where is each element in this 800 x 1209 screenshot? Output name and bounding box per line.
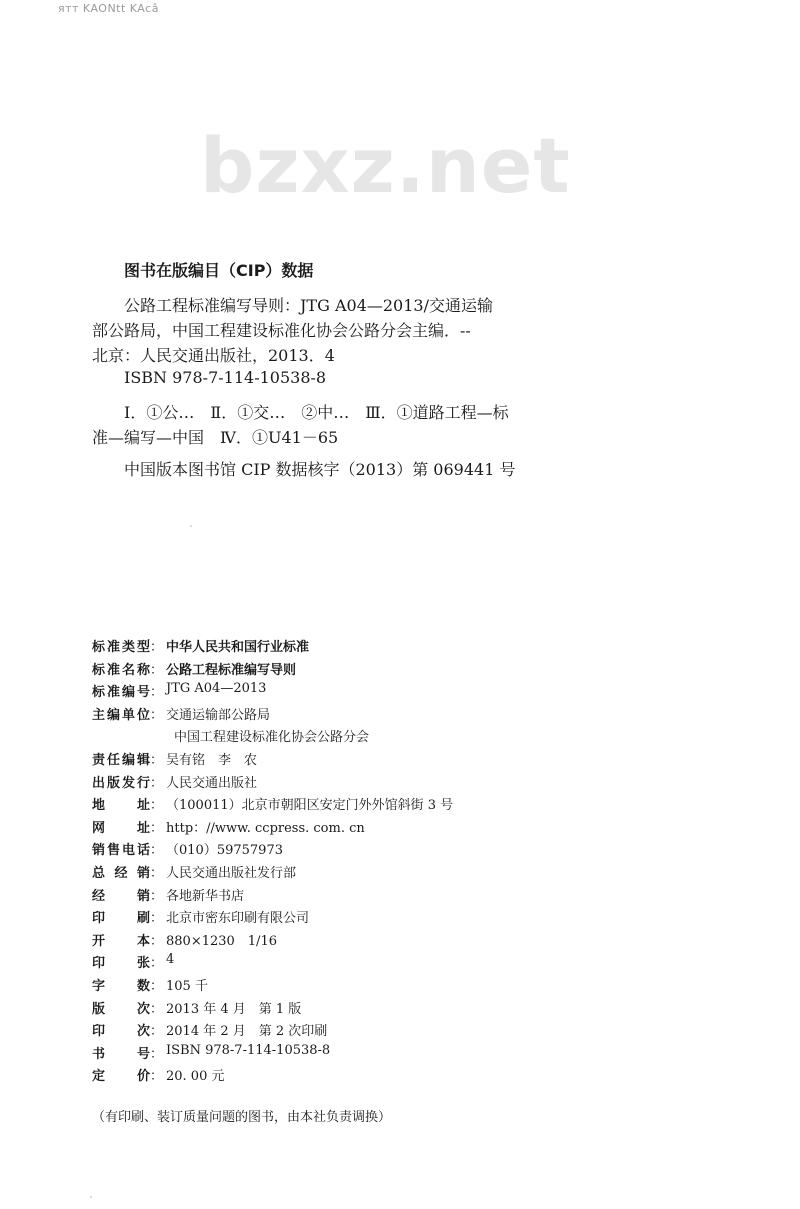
info-label: 开 本 [92, 933, 150, 949]
info-label: 销 售 电 话 [92, 843, 150, 859]
info-row [92, 998, 453, 1021]
info-colon: ： [150, 865, 164, 881]
info-row [92, 885, 453, 908]
cip-isbn: ISBN 978-7-114-10538-8 [124, 368, 327, 387]
info-colon: ： [150, 956, 164, 972]
info-colon: ： [150, 1069, 164, 1085]
info-colon: ： [150, 933, 164, 949]
scan-speck [90, 1196, 92, 1198]
info-value: （010）59757973 [166, 843, 283, 859]
info-label: 印 次 [92, 1024, 150, 1040]
info-value: http：//www. ccpress. com. cn [166, 820, 365, 836]
info-value: 105 千 [166, 978, 208, 994]
info-colon: ： [150, 752, 164, 768]
info-label: 网 址 [92, 820, 150, 836]
info-colon: ： [150, 775, 164, 791]
info-row [92, 704, 453, 727]
footnote: （有印刷、装订质量问题的图书，由本社负责调换） [92, 1110, 392, 1125]
publication-info-list [92, 636, 453, 1088]
info-label: 字 数 [92, 978, 150, 994]
info-label: 定 价 [92, 1069, 150, 1085]
info-value: 公路工程标准编写导则 [166, 662, 297, 678]
info-value: 中国工程建设标准化协会公路分会 [174, 730, 370, 746]
info-label: 标 准 类 型 [92, 640, 150, 655]
info-row [92, 749, 453, 772]
info-colon: ： [150, 1046, 164, 1062]
info-colon: ： [150, 820, 164, 836]
info-value: 中华人民共和国行业标准 [166, 640, 310, 655]
info-label: 总 经 销 [92, 865, 150, 881]
info-label: 主 编 单 位 [92, 707, 150, 723]
info-label: 责 任 编 辑 [92, 752, 150, 768]
info-value: 北京市密东印刷有限公司 [166, 911, 310, 927]
info-value: 2014 年 2 月 第 2 次印刷 [166, 1024, 328, 1040]
info-colon: ： [150, 662, 164, 678]
cip-line-1: 公路工程标准编写导则：JTG A04—2013/交通运输 [124, 296, 493, 315]
cip-classification-1: Ⅰ．①公… Ⅱ．①交… ②中… Ⅲ．①道路工程—标 [124, 403, 509, 422]
info-row [92, 636, 453, 659]
info-label: 标 准 编 号 [92, 685, 150, 701]
info-value: 2013 年 4 月 第 1 版 [166, 1001, 302, 1017]
info-value: 吴有铭 李 农 [166, 752, 258, 768]
info-row [92, 862, 453, 885]
cip-line-2: 部公路局，中国工程建设标准化协会公路分会主编．-- [92, 321, 471, 340]
info-row [92, 659, 453, 682]
info-row [92, 1020, 453, 1043]
info-row [92, 772, 453, 795]
info-row [92, 930, 453, 953]
info-label: 地 址 [92, 798, 150, 814]
info-value: 4 [166, 952, 175, 968]
info-value: ISBN 978-7-114-10538-8 [166, 1042, 331, 1058]
info-colon: ： [150, 798, 164, 814]
info-value: 880×1230 1/16 [166, 933, 277, 949]
info-row [92, 1043, 453, 1066]
cip-title: 图书在版编目（CIP）数据 [124, 261, 314, 280]
info-label: 出 版 发 行 [92, 775, 150, 791]
info-row [92, 681, 453, 704]
info-colon: ： [150, 640, 164, 655]
cip-line-3: 北京：人民交通出版社，2013．4 [92, 346, 335, 365]
info-label: 书 号 [92, 1046, 150, 1062]
info-colon: ： [150, 888, 164, 904]
info-value: 人民交通出版社 [166, 775, 258, 791]
info-value: 20. 00 元 [166, 1069, 225, 1085]
info-colon: ： [150, 978, 164, 994]
info-value: 交通运输部公路局 [166, 707, 271, 723]
scan-speck [190, 525, 192, 527]
info-row [92, 817, 453, 840]
cip-number: 中国版本图书馆 CIP 数据核字（2013）第 069441 号 [124, 460, 516, 479]
info-value: 各地新华书店 [166, 888, 245, 904]
info-row [92, 839, 453, 862]
info-row [92, 1065, 453, 1088]
info-label: 版 次 [92, 1001, 150, 1017]
info-colon: ： [150, 1024, 164, 1040]
watermark: bzxz.net [200, 121, 571, 210]
info-row [92, 794, 453, 817]
info-label: 印 张 [92, 956, 150, 972]
info-row [92, 907, 453, 930]
info-colon: ： [150, 911, 164, 927]
info-row [92, 726, 453, 749]
info-label: 经 销 [92, 888, 150, 904]
info-label: 印 刷 [92, 911, 150, 927]
info-row [92, 975, 453, 998]
info-label: 标 准 名 称 [92, 662, 150, 678]
info-colon: ： [150, 707, 164, 723]
cip-classification-2: 准—编写—中国 Ⅳ．①U41－65 [92, 428, 339, 447]
info-value: 人民交通出版社发行部 [166, 865, 297, 881]
info-colon: ： [150, 1001, 164, 1017]
info-colon: ： [150, 685, 164, 701]
info-value: JTG A04—2013 [166, 681, 267, 697]
info-value: （100011）北京市朝阳区安定门外外馆斜街 3 号 [166, 798, 454, 814]
corner-mark: ятт KAONtt KAcâ [58, 2, 159, 15]
info-row [92, 952, 453, 975]
info-colon: ： [150, 843, 164, 859]
